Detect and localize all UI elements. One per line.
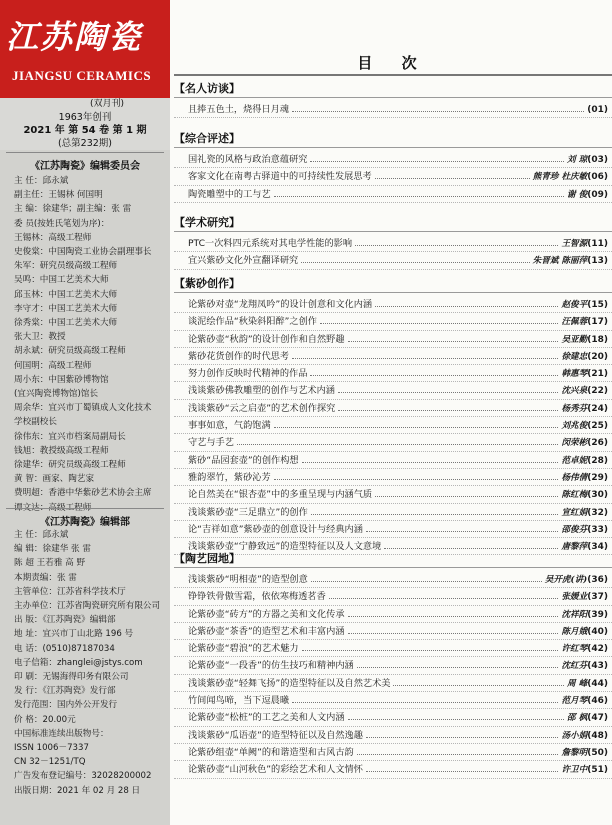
leader-dots	[357, 745, 559, 755]
entry-page: (21)	[587, 369, 608, 380]
entry-page: (50)	[587, 747, 608, 758]
toc-section	[174, 130, 612, 203]
editorial-line: CN 32－1251/TQ	[14, 757, 86, 768]
leader-dots	[329, 589, 559, 599]
committee-title: 《江苏陶瓷》编辑委员会	[30, 161, 140, 172]
editorial-line: 陈 超 王若雅 高 野	[14, 558, 86, 569]
entry-author: 王智源	[561, 239, 588, 249]
toc-entry[interactable]	[174, 235, 612, 252]
entry-author: 许卫中	[561, 765, 588, 776]
entry-title: 且捧五色土，烧得日月魂	[188, 104, 290, 115]
entry-title: 铮铮铁骨傲雪霜，依依寒梅透茗香	[188, 591, 326, 603]
founded-label: 1963年创刊	[58, 112, 112, 123]
editorial-line: 本期责编：张 雷	[14, 572, 77, 583]
entry-page: (43)	[587, 661, 608, 672]
section-heading: 【综合评述】	[174, 130, 612, 148]
entry-title: 宜兴紫砂文化外宣翻译研究	[188, 255, 299, 267]
entry-author: 邵 枫	[567, 713, 588, 724]
leader-dots	[292, 102, 584, 112]
entry-author: 张媛业	[561, 592, 588, 603]
entry-author: 熊青珍 杜庆敏	[532, 172, 588, 183]
leader-dots	[366, 728, 559, 738]
toc-entry[interactable]	[174, 761, 612, 778]
editorial-line: 电子信箱：zhanglei@jstys.com	[14, 657, 143, 668]
entry-page: (29)	[587, 472, 608, 483]
entry-author: 许红琴	[561, 644, 588, 655]
toc-entry[interactable]	[174, 657, 612, 674]
committee-line: 钱旭：教授级高级工程师	[14, 445, 109, 456]
entry-author: 范月琴	[561, 696, 588, 707]
toc-entry[interactable]	[174, 296, 612, 313]
entry-title: 客家文化在南粤古驿道中的可持续性发展思考	[188, 171, 372, 183]
entry-author: 沈祥阳	[561, 609, 588, 620]
committee-line: 周小东：中国紫砂博物馆	[14, 374, 109, 385]
divider	[6, 508, 164, 509]
leader-dots	[274, 187, 564, 197]
entry-author: 范卓妮	[561, 455, 588, 466]
leader-dots	[320, 314, 558, 324]
entry-page: (44)	[587, 678, 608, 689]
leader-dots	[301, 253, 529, 263]
entry-title: 浅谈紫砂“云之启壶”的艺术创作探究	[188, 402, 336, 414]
leader-dots	[393, 676, 564, 686]
committee-line: 胡永斌：研究员级高级工程师	[14, 346, 126, 357]
magazine-title-en: JIANGSU CERAMICS	[12, 68, 152, 83]
editorial-line: 主 任：邱永斌	[14, 530, 69, 540]
entry-page: (11)	[587, 239, 608, 249]
toc-entry[interactable]	[174, 486, 612, 503]
entry-title: 雅韵翠竹，紫砂沁芳	[188, 471, 271, 483]
entry-page: (28)	[587, 455, 608, 466]
entry-page: (25)	[587, 421, 608, 432]
toc-entry[interactable]	[174, 727, 612, 744]
toc-entry[interactable]	[174, 623, 612, 640]
entry-title: 努力创作反映时代精神的作品	[188, 368, 308, 380]
toc-entry[interactable]	[174, 365, 612, 382]
toc-entry[interactable]	[174, 434, 612, 451]
leader-dots	[355, 236, 558, 246]
entry-author: 周 峰	[567, 678, 588, 689]
committee-line: 李守才：中国工艺美术大师	[14, 303, 118, 314]
entry-title: 守艺与手艺	[188, 437, 234, 449]
entry-page: (46)	[587, 696, 608, 707]
entry-author: 杨伟倩	[561, 472, 588, 483]
leader-dots	[311, 505, 559, 515]
committee-line: 委 员(按姓氏笔划为序)：	[14, 218, 110, 229]
entry-page: (37)	[587, 592, 608, 603]
editorial-line: 价 格：20.00元	[14, 714, 76, 725]
toc-entry[interactable]	[174, 469, 612, 486]
entry-title: 事事如意，气韵饱满	[188, 420, 271, 432]
entry-author: 宣红娟	[561, 507, 588, 518]
editorial-line: 出版日期：2021 年 02 月 28 日	[14, 785, 141, 796]
entry-page: (42)	[587, 644, 608, 655]
leader-dots	[375, 169, 530, 179]
toc-entry[interactable]	[174, 709, 612, 726]
masthead-column	[0, 0, 170, 825]
editorial-line: 主管单位：江苏省科学技术厅	[14, 586, 126, 597]
committee-line: 徐建华：研究员级高级工程师	[14, 460, 126, 471]
leader-dots	[348, 710, 565, 720]
entry-page: (26)	[587, 438, 608, 449]
committee-list	[14, 174, 170, 515]
editorial-line: 发行范围：国内外公开发行	[14, 700, 118, 711]
toc-entry[interactable]	[174, 313, 612, 330]
frequency-label: (双月刊)	[89, 99, 124, 109]
leader-dots	[237, 435, 559, 445]
committee-line: 吴鸣：中国工艺美术大师	[14, 275, 109, 286]
leader-dots	[375, 297, 558, 307]
editorial-line: 编 辑：徐建华 张 雷	[14, 544, 91, 555]
editorial-line: 中国标准连续出版物号：	[14, 728, 109, 739]
committee-line: 邱玉林：中国工艺美术大师	[14, 289, 118, 300]
toc-entry[interactable]	[174, 744, 612, 761]
editorial-line: 电 话：(0510)87187034	[14, 643, 115, 654]
editorial-line: 主办单位：江苏省陶瓷研究所有限公司	[14, 601, 161, 612]
toc-entry[interactable]	[174, 640, 612, 657]
entry-title: 浅谈紫砂“瓜语壶”的造型特征以及自然逸趣	[188, 729, 363, 741]
editorial-line: 发 行：《江苏陶瓷》发行部	[14, 686, 116, 697]
committee-line: 副主任：王锡林 何国明	[14, 190, 103, 201]
toc-section	[174, 275, 612, 555]
leader-dots	[274, 418, 559, 428]
entry-title: 论紫砂壶“山河秋色”的彩绘艺术和人文情怀	[188, 764, 363, 776]
leader-dots	[348, 624, 559, 634]
entry-page: (34)	[587, 542, 608, 553]
entry-page: (39)	[587, 609, 608, 620]
entry-author: 汪佩蓉	[561, 317, 588, 328]
toc-entry[interactable]	[174, 606, 612, 623]
issue-number: 2021 年 第 54 卷 第 1 期	[23, 125, 147, 136]
toc-section	[174, 214, 612, 270]
committee-line: 何国明：高级工程师	[14, 360, 92, 371]
entry-title: 陶瓷雕塑中的工与艺	[188, 188, 271, 200]
leader-dots	[311, 572, 542, 582]
entry-page: (15)	[587, 300, 608, 310]
toc-entry[interactable]	[174, 417, 612, 434]
toc-entry[interactable]	[174, 400, 612, 417]
leader-dots	[310, 152, 564, 162]
entry-title: 紫砂花货创作的时代思考	[188, 350, 290, 362]
section-heading: 【名人访谈】	[174, 80, 612, 98]
toc-entry[interactable]	[174, 101, 612, 118]
issue-info	[0, 98, 170, 150]
toc-entry[interactable]	[174, 186, 612, 203]
entry-title: 浅谈紫砂佛教雕塑的创作与艺术内涵	[188, 385, 335, 397]
leader-dots	[302, 641, 559, 651]
leader-dots	[375, 487, 558, 497]
toc-entry[interactable]	[174, 452, 612, 469]
entry-title: 论紫砂壶“松桩”的工艺之美和人文内涵	[188, 712, 345, 724]
entry-author: 唐黎萍	[561, 542, 588, 553]
entry-page: (09)	[587, 189, 608, 200]
toc-entry[interactable]	[174, 151, 612, 168]
entry-author: 韩惠琴	[561, 369, 588, 380]
entry-author: 刘 琼	[567, 155, 588, 165]
committee-line: 主 任：邱永斌	[14, 176, 69, 186]
entry-page: (32)	[587, 507, 608, 518]
toc-entry[interactable]	[174, 382, 612, 399]
entry-page: (01)	[587, 105, 608, 115]
section-heading: 【陶艺园地】	[174, 550, 612, 568]
committee-line: 黄 智：画家、陶艺家	[14, 474, 95, 485]
toc-entry[interactable]	[174, 252, 612, 269]
masthead-banner	[0, 0, 170, 98]
entry-title: 论紫砂壶“碧浪”的艺术魅力	[188, 643, 299, 655]
leader-dots	[338, 401, 558, 411]
entry-page: (51)	[587, 765, 608, 776]
entry-title: 论紫砂组壶“单阙”的和谐造型和古风古韵	[188, 746, 354, 758]
editorial-line: ISSN 1006－7337	[14, 743, 89, 754]
entry-author: 谢 俊	[567, 189, 588, 200]
toc-entry[interactable]	[174, 675, 612, 692]
entry-title: 论紫砂壶“一段香”的仿生技巧和精神内涵	[188, 660, 354, 672]
leader-dots	[302, 453, 559, 463]
toc-entry[interactable]	[174, 692, 612, 709]
committee-line: (宜兴陶瓷博物馆)馆长	[14, 389, 99, 400]
toc-section	[174, 80, 612, 118]
entry-author: 徐建忠	[561, 351, 588, 362]
entry-author: 闵荣彬	[561, 438, 588, 449]
entry-page: (30)	[587, 490, 608, 501]
toc-entry[interactable]	[174, 331, 612, 348]
entry-page: (24)	[587, 403, 608, 414]
divider	[6, 152, 164, 153]
toc-entry[interactable]	[174, 168, 612, 185]
toc-column	[174, 0, 612, 825]
entry-page: (17)	[587, 317, 608, 328]
total-issue: (总第232期)	[57, 138, 113, 149]
entry-title: 浅谈紫砂“明相壶”的造型创意	[188, 574, 308, 585]
entry-page: (47)	[587, 713, 608, 724]
entry-page: (13)	[587, 256, 608, 267]
committee-line: 史俊棠：中国陶瓷工业协会副理事长	[14, 247, 152, 258]
entry-page: (22)	[587, 386, 608, 397]
entry-author: 赵俊平	[561, 300, 588, 310]
toc-entry[interactable]	[174, 588, 612, 605]
committee-line: 朱军：研究员级高级工程师	[14, 261, 118, 272]
leader-dots	[292, 693, 558, 703]
leader-dots	[366, 522, 559, 532]
leader-dots	[348, 332, 559, 342]
entry-title: 浅谈紫砂壶“宁静致远”的造型特征以及人文意境	[188, 541, 382, 553]
entry-title: 竹间闻鸟啼，当下逗晨曦	[188, 695, 290, 707]
entry-author: 杨秀芬	[561, 403, 588, 414]
entry-title: PTC一次料四元系统对其电学性能的影响	[188, 238, 353, 249]
toc-entry[interactable]	[174, 521, 612, 538]
entry-title: 浅谈紫砂壶“三足鼎立”的创作	[188, 506, 308, 518]
entry-title: 谈泥绘作品“秋染斜阳醉”之创作	[188, 316, 317, 328]
entry-author: 詹黎明	[561, 747, 588, 758]
leader-dots	[348, 607, 559, 617]
committee-line: 周余华：宜兴市丁蜀镇成人文化技术	[14, 403, 152, 414]
entry-author: 汤小娟	[561, 730, 588, 741]
leader-dots	[338, 383, 558, 393]
editorial-line: 出 版：《江苏陶瓷》编辑部	[14, 615, 116, 626]
leader-dots	[274, 470, 559, 480]
editorial-line: 地 址：宜兴市丁山北路 196 号	[14, 629, 134, 640]
entry-title: 论“吉祥如意”紫砂壶的创意设计与经典内涵	[188, 523, 363, 535]
entry-title: 浅谈紫砂壶“轻舞飞扬”的造型特征以及自然艺术美	[188, 677, 391, 689]
entry-author: 沈红芬	[561, 661, 588, 672]
entry-author: 陈红梅	[561, 490, 588, 501]
entry-title: 论紫砂壶“砖方”的方器之美和文化传承	[188, 608, 345, 620]
entry-title: 论紫砂对壶“龙翔凤吟”的设计创意和文化内涵	[188, 299, 373, 310]
committee-line: 费明超：香港中华紫砂艺术协会主席	[14, 488, 152, 499]
leader-dots	[357, 658, 559, 668]
editorial-title: 《江苏陶瓷》编辑部	[40, 517, 130, 528]
toc-title-rule	[174, 74, 612, 76]
entry-author: 沈兴泉	[561, 386, 588, 397]
entry-page: (40)	[587, 626, 608, 637]
committee-line: 学校副校长	[14, 417, 57, 428]
toc-entry[interactable]	[174, 504, 612, 521]
entry-author: 邵俊芬	[561, 524, 588, 535]
entry-author: 刘兆俊	[561, 421, 588, 432]
editorial-list	[14, 528, 170, 798]
entry-author: 吴开虎(讲)	[544, 575, 588, 585]
entry-title: 论紫砂壶“茶香”的造型艺术和丰富内涵	[188, 625, 345, 637]
entry-page: (36)	[587, 575, 608, 585]
toc-title: 目 次	[357, 54, 429, 72]
entry-page: (18)	[587, 334, 608, 345]
entry-author: 朱晋斌 陈丽萍	[532, 256, 588, 267]
leader-dots	[310, 366, 558, 376]
entry-page: (03)	[587, 155, 608, 165]
committee-line: 徐秀棠：中国工艺美术大师	[14, 318, 118, 329]
committee-line: 徐伟东：宜兴市档案局副局长	[14, 431, 126, 442]
entry-title: 紫砂“品园套壶”的创作构想	[188, 454, 299, 466]
committee-line: 张大卫：教授	[14, 332, 66, 343]
editorial-line: 印 刷：无锡海得印务有限公司	[14, 672, 129, 683]
entry-title: 国礼瓷的风格与政治意蕴研究	[188, 154, 308, 165]
leader-dots	[366, 762, 559, 772]
toc-section	[174, 550, 612, 779]
entry-page: (20)	[587, 351, 608, 362]
leader-dots	[384, 539, 558, 549]
entry-author: 吴亚勤	[561, 334, 588, 345]
magazine-title: 江苏陶瓷	[6, 18, 143, 56]
committee-line: 主 编：徐建华；副主编：张 雷	[14, 204, 132, 215]
section-heading: 【紫砂创作】	[174, 275, 612, 293]
section-heading: 【学术研究】	[174, 214, 612, 232]
toc-entry[interactable]	[174, 571, 612, 588]
entry-page: (48)	[587, 730, 608, 741]
entry-title: 论自然美在“银杏壶”中的多重呈现与内涵气质	[188, 489, 373, 501]
entry-title: 论紫砂壶“秋韵”的设计创作和自然野趣	[188, 333, 345, 345]
leader-dots	[292, 349, 558, 359]
editorial-line: 广告发布登记编号：32028200002	[14, 771, 152, 782]
entry-author: 陈月娥	[561, 626, 588, 637]
toc-entry[interactable]	[174, 348, 612, 365]
entry-page: (06)	[587, 172, 608, 183]
committee-line: 王锡林：高级工程师	[14, 232, 92, 243]
entry-page: (33)	[587, 524, 608, 535]
